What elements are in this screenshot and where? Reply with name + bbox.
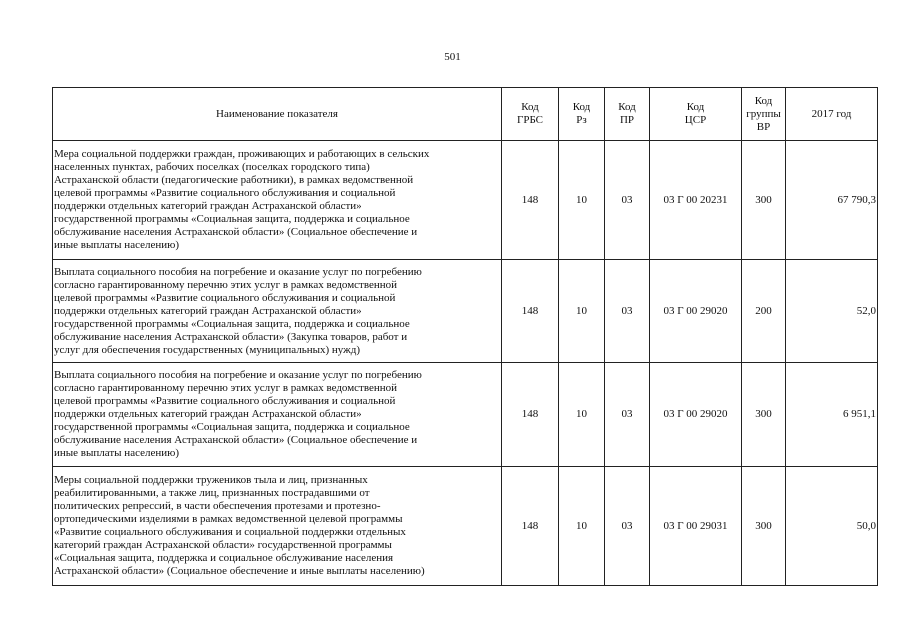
grbs-cell: 148 xyxy=(502,260,559,363)
header-year-2017: 2017 год xyxy=(786,88,878,141)
rz-cell: 10 xyxy=(559,141,605,260)
vr-cell: 300 xyxy=(742,363,786,467)
rz-cell: 10 xyxy=(559,260,605,363)
header-grbs-code: Код ГРБС xyxy=(502,88,559,141)
table-row xyxy=(53,467,878,586)
pr-cell: 03 xyxy=(605,363,650,467)
pr-cell: 03 xyxy=(605,260,650,363)
header-indicator-name: Наименование показателя xyxy=(53,88,502,141)
rz-cell: 10 xyxy=(559,363,605,467)
header-pr-code: Код ПР xyxy=(605,88,650,141)
csr-cell: 03 Г 00 29020 xyxy=(650,260,742,363)
vr-cell: 300 xyxy=(742,141,786,260)
grbs-cell: 148 xyxy=(502,141,559,260)
grbs-cell: 148 xyxy=(502,467,559,586)
rz-cell: 10 xyxy=(559,467,605,586)
table-row xyxy=(53,363,878,467)
header-csr-code: Код ЦСР xyxy=(650,88,742,141)
csr-cell: 03 Г 00 29020 xyxy=(650,363,742,467)
pr-cell: 03 xyxy=(605,141,650,260)
vr-cell: 300 xyxy=(742,467,786,586)
indicator-name-cell: Мера социальной поддержки граждан, проживающих и работающих в сельских населенных пунктах, рабочих поселках (поселках городского типа) Астраханской области (педагогические работники), в рамках ведомственной целевой программы «Развитие социального обслуживания и социальной поддержки отдельных категорий граждан Астраханской области» государственной программы «Социальная защита, поддержка и социальное обслуживание населения Астраханской области» (Социальное обеспечение и иные выплаты населению) xyxy=(53,141,502,260)
amount-cell: 67 790,3 xyxy=(786,141,878,260)
csr-cell: 03 Г 00 20231 xyxy=(650,141,742,260)
budget-table xyxy=(52,87,878,586)
indicator-name-cell: Выплата социального пособия на погребение и оказание услуг по погребению согласно гарантированному перечню этих услуг в рамках ведомственной целевой программы «Развитие социального обслуживания и социальной поддержки отдельных категорий граждан Астраханской области» государственной программы «Социальная защита, поддержка и социальное обслуживание населения Астраханской области» (Социальное обеспечение и иные выплаты населению) xyxy=(53,363,502,467)
csr-cell: 03 Г 00 29031 xyxy=(650,467,742,586)
page-number: 501 xyxy=(444,51,461,63)
header-rz-code: Код Рз xyxy=(559,88,605,141)
grbs-cell: 148 xyxy=(502,363,559,467)
amount-cell: 52,0 xyxy=(786,260,878,363)
pr-cell: 03 xyxy=(605,467,650,586)
table-row xyxy=(53,260,878,363)
vr-cell: 200 xyxy=(742,260,786,363)
amount-cell: 50,0 xyxy=(786,467,878,586)
header-vr-code: Код группы ВР xyxy=(742,88,786,141)
table-row xyxy=(53,141,878,260)
indicator-name-cell: Меры социальной поддержки тружеников тыла и лиц, признанных реабилитированными, а также лиц, признанных пострадавшими от политических репрессий, в части обеспечения протезами и протезно- ортопедическими изделиями в рамках ведомственной целевой программы «Развитие социального обслуживания и социальной поддержки отдельных категорий граждан Астраханской области» государственной программы «Социальная защита, поддержка и социальное обслуживание населения Астраханской области» (Социальное обеспечение и иные выплаты населению) xyxy=(53,467,502,586)
header-row xyxy=(53,88,878,141)
amount-cell: 6 951,1 xyxy=(786,363,878,467)
indicator-name-cell: Выплата социального пособия на погребение и оказание услуг по погребению согласно гарантированному перечню этих услуг в рамках ведомственной целевой программы «Развитие социального обслуживания и социальной поддержки отдельных категорий граждан Астраханской области» государственной программы «Социальная защита, поддержка и социальное обслуживание населения Астраханской области» (Закупка товаров, работ и услуг для обеспечения государственных (муниципальных) нужд) xyxy=(53,260,502,363)
